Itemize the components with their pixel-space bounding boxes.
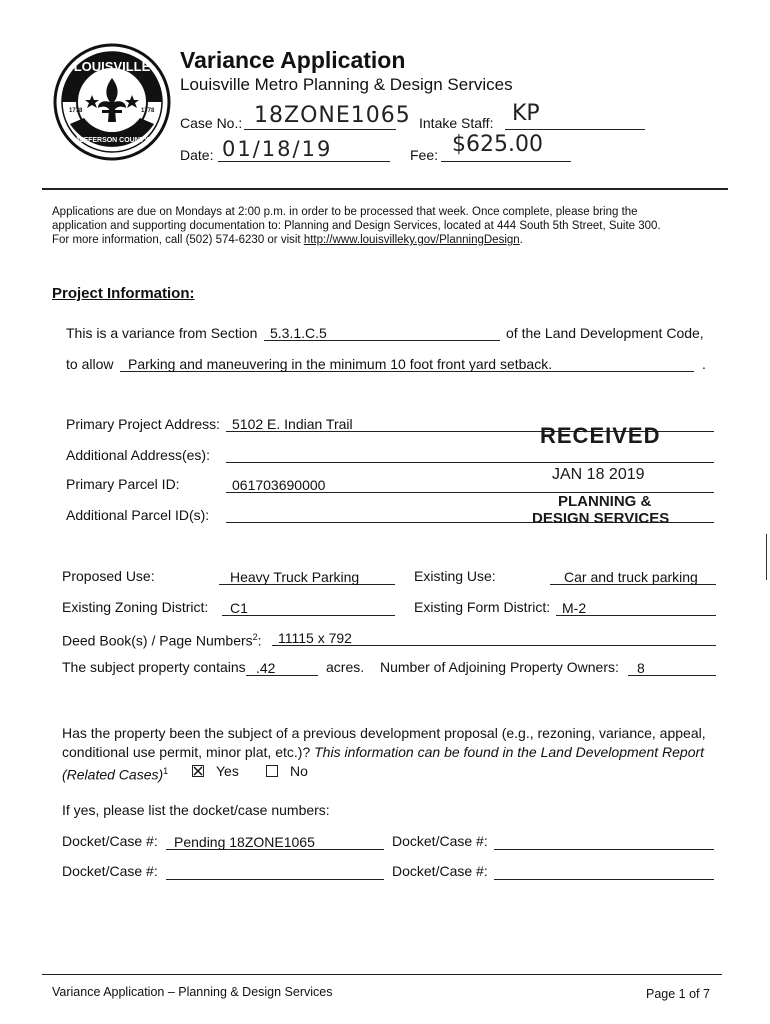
intro-line-2: application and supporting documentation to: Planning and Design Services, located at 444 South 5th Street, Suite 300. xyxy=(52,220,661,232)
date-label: Date: xyxy=(180,147,214,163)
allow-value[interactable]: Parking and maneuvering in the minimum 10 foot front yard setback. xyxy=(128,356,553,372)
yes-checkbox[interactable] xyxy=(192,765,204,777)
check-x-icon xyxy=(193,766,203,776)
additional-parcel-label: Additional Parcel ID(s): xyxy=(66,507,210,523)
acres-value[interactable]: .42 xyxy=(256,660,276,676)
no-checkbox[interactable] xyxy=(266,765,278,777)
deed-label xyxy=(62,629,262,649)
docket-1-label: Docket/Case #: xyxy=(62,833,158,849)
allow-prefix: to allow xyxy=(66,356,114,372)
variance-section-suffix: of the Land Development Code, xyxy=(506,325,704,341)
docket-4-label: Docket/Case #: xyxy=(392,863,488,879)
svg-text:1778: 1778 xyxy=(69,108,83,114)
case-no-label: Case No.: xyxy=(180,115,243,131)
deed-footnote-ref: 2 xyxy=(252,632,258,642)
received-stamp-dept-2: DESIGN SERVICES xyxy=(532,510,670,527)
related-cases-footnote-ref: 1 xyxy=(163,766,169,776)
acres-label: acres. xyxy=(326,659,365,675)
docket-1-value[interactable]: Pending 18ZONE1065 xyxy=(174,834,315,850)
deed-label-colon: : xyxy=(257,632,262,649)
planning-design-link[interactable]: http://www.louisvilleky.gov/PlanningDesign xyxy=(303,234,520,246)
no-label: No xyxy=(290,763,308,779)
footer-left: Variance Application – Planning & Design Services xyxy=(52,985,333,999)
docket-2-label: Docket/Case #: xyxy=(392,833,488,849)
louisville-seal-logo xyxy=(52,42,172,162)
primary-parcel-value[interactable]: 061703690000 xyxy=(232,477,326,493)
project-info-heading: Project Information: xyxy=(52,285,195,302)
previous-question-line-1: Has the property been the subject of a previous development proposal (e.g., rezoning, variance, appeal, xyxy=(62,725,706,741)
existing-use-value[interactable]: Car and truck parking xyxy=(564,569,698,585)
intro-line-3-suffix: . xyxy=(519,234,523,246)
intake-staff-line xyxy=(505,129,645,130)
received-stamp-date: JAN 18 2019 xyxy=(552,466,645,483)
existing-use-label: Existing Use: xyxy=(414,568,496,584)
additional-address-label: Additional Address(es): xyxy=(66,447,210,463)
related-cases-text: (Related Cases) xyxy=(62,766,164,783)
section-value[interactable]: 5.3.1.C.5 xyxy=(270,325,327,341)
form-district-value[interactable]: M-2 xyxy=(562,600,587,616)
intake-staff-value[interactable]: KP xyxy=(512,101,540,126)
fee-line xyxy=(441,161,571,162)
primary-address-label: Primary Project Address: xyxy=(66,416,221,432)
docket-3-label: Docket/Case #: xyxy=(62,863,158,879)
scan-edge-mark xyxy=(766,534,767,580)
case-no-value[interactable]: 18ZONE1065 xyxy=(254,103,411,128)
proposed-use-label: Proposed Use: xyxy=(62,568,155,584)
previous-question-line-2 xyxy=(62,744,704,760)
previous-question-line-3 xyxy=(62,763,168,783)
yes-label: Yes xyxy=(216,763,239,779)
fee-label: Fee: xyxy=(410,147,439,163)
proposed-use-value[interactable]: Heavy Truck Parking xyxy=(230,569,360,585)
svg-text:JEFFERSON COUNTY: JEFFERSON COUNTY xyxy=(75,137,149,144)
zoning-label: Existing Zoning District: xyxy=(62,599,209,615)
variance-section-prefix: This is a variance from Section xyxy=(66,325,258,341)
intro-line-3 xyxy=(52,234,523,247)
deed-value[interactable]: 11115 x 792 xyxy=(278,630,352,646)
zoning-value[interactable]: C1 xyxy=(230,600,248,616)
case-no-line xyxy=(244,129,396,130)
docket-2-line[interactable] xyxy=(494,849,714,850)
date-value[interactable]: 01/18/19 xyxy=(222,137,333,161)
footer-page-number: Page 1 of 7 xyxy=(646,987,710,1001)
docket-4-line[interactable] xyxy=(494,879,714,880)
intro-line-1: Applications are due on Mondays at 2:00 p.m. in order to be processed that week. Once complete, please bring the xyxy=(52,206,638,218)
allow-suffix: . xyxy=(702,356,706,372)
fee-value[interactable]: $625.00 xyxy=(452,132,543,157)
previous-question-plain: conditional use permit, minor plat, etc.)? xyxy=(62,744,315,760)
date-line xyxy=(218,161,390,162)
form-district-label: Existing Form District: xyxy=(414,599,551,615)
svg-text:1778: 1778 xyxy=(141,108,155,114)
docket-list-prompt: If yes, please list the docket/case numbers: xyxy=(62,802,330,818)
previous-question-italic: This information can be found in the Land Development Report xyxy=(314,744,705,760)
intro-line-3-prefix: For more information, call (502) 574-6230 or visit xyxy=(52,234,304,246)
contains-prefix: The subject property contains xyxy=(62,659,246,675)
received-stamp: RECEIVED xyxy=(540,423,661,448)
svg-text:LOUISVILLE: LOUISVILLE xyxy=(73,59,151,74)
footer-rule xyxy=(42,974,722,975)
adjoining-label: Number of Adjoining Property Owners: xyxy=(380,659,619,675)
page-title: Variance Application xyxy=(180,47,406,73)
header-rule xyxy=(42,188,728,190)
adjoining-value[interactable]: 8 xyxy=(637,660,645,676)
deed-label-text: Deed Book(s) / Page Numbers xyxy=(62,632,253,649)
additional-address-line[interactable] xyxy=(226,462,714,463)
page-subtitle: Louisville Metro Planning & Design Services xyxy=(180,75,513,94)
docket-3-line[interactable] xyxy=(166,879,384,880)
received-stamp-dept-1: PLANNING & xyxy=(558,493,652,510)
primary-address-value[interactable]: 5102 E. Indian Trail xyxy=(232,416,353,432)
intake-staff-label: Intake Staff: xyxy=(419,115,494,131)
primary-parcel-label: Primary Parcel ID: xyxy=(66,476,180,492)
